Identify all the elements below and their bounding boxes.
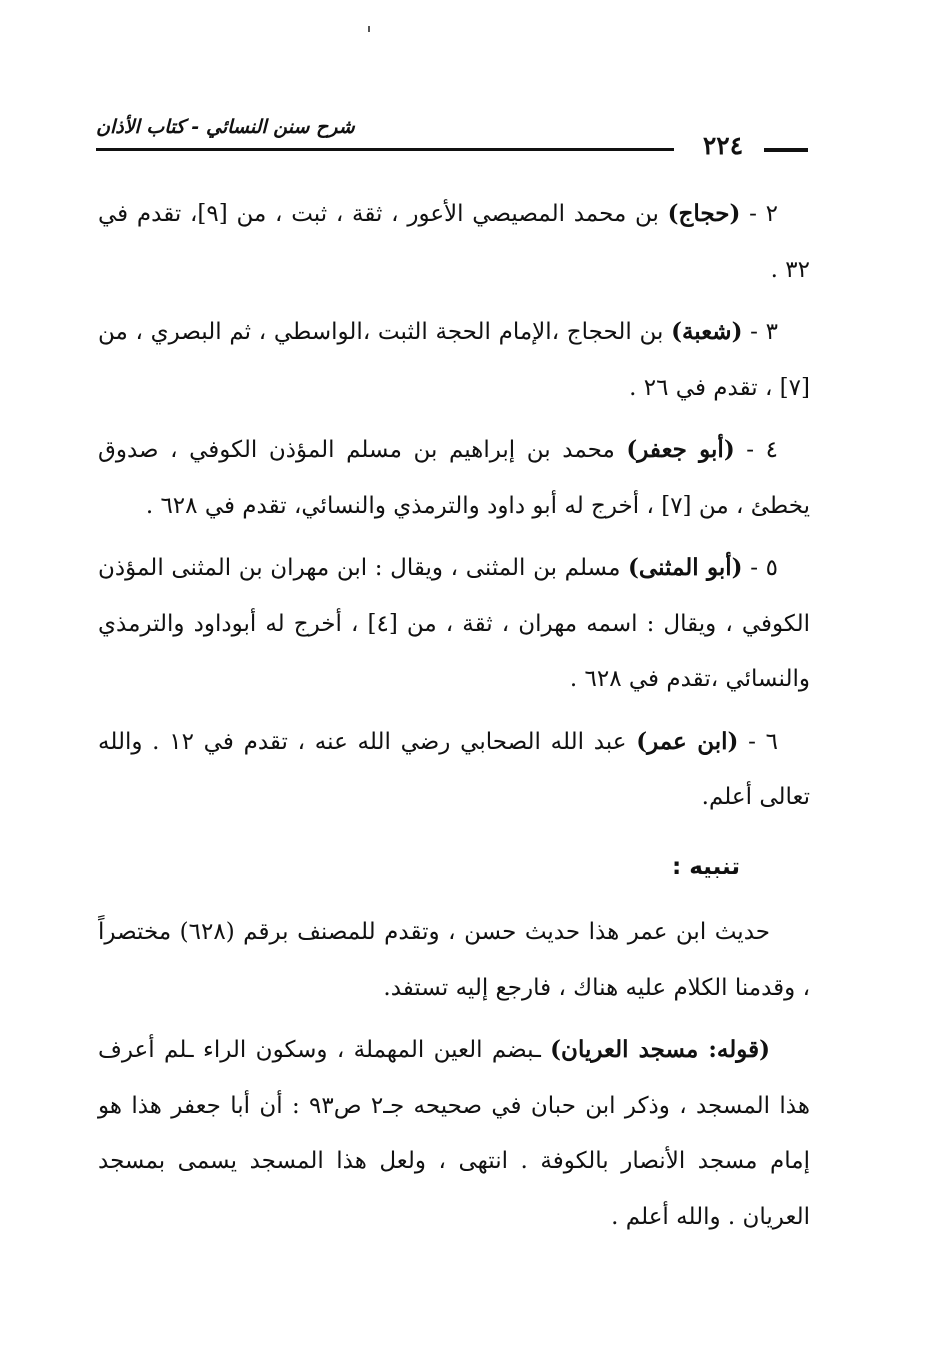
entry-number: ٦ - — [738, 728, 778, 755]
narrator-entry — [98, 304, 810, 416]
narrator-name: (حجاج) — [667, 200, 741, 227]
narrator-description: مسلم بن المثنى ، ويقال : ابن مهران بن المثنى المؤذن الكوفي ، ويقال : اسمه مهران ، ثقة ، من [٤] ، أخرج له أبوداود والترمذي والنسائي ،تقدم في ٦٢٨ . — [98, 555, 810, 692]
entry-number: ٣ - — [742, 319, 778, 345]
narrator-description: بن الحجاج ،الإمام الحجة الثبت ،الواسطي ، ثم البصري ، من [٧] ، تقدم في ٢٦ . — [98, 319, 810, 401]
notice-heading: تنبيه : — [672, 853, 740, 880]
commentary-text: ـبضم العين المهملة ، وسكون الراء ـلم أعرف هذا المسجد ، وذكر ابن حبان في صحيحه جـ٢ ص٩٣ : أن أبا جعفر هذا هو إمام مسجد الأنصار بالكوفة . انتهى ، ولعل هذا المسجد يسمى بمسجد العريان . والله أعلم . — [98, 1037, 810, 1230]
entry-number: ٢ - — [740, 201, 778, 227]
narrator-entry — [98, 422, 810, 534]
notice-paragraph: حديث ابن عمر هذا حديث حسن ، وتقدم للمصنف برقم (٦٢٨) مختصراً ، وقدمنا الكلام عليه هناك ، فارجع إليه تستفد. — [98, 919, 810, 1001]
page-body — [98, 186, 810, 1251]
scan-mark — [368, 26, 370, 32]
commentary-paragraph — [98, 1022, 810, 1245]
entry-number: ٥ - — [742, 555, 778, 581]
running-header-title: شرح سنن النسائي - كتاب الأذان — [96, 116, 355, 138]
commentary-lead: (قوله: مسجد العريان) — [550, 1036, 770, 1063]
narrator-description: محمد بن إبراهيم بن مسلم المؤذن الكوفي ، صدوق يخطئ ، من [٧] ، أخرج له أبو داود والترمذي والنسائي، تقدم في ٦٢٨ . — [98, 437, 810, 519]
narrator-entry — [98, 714, 810, 826]
narrator-entry — [98, 540, 810, 708]
narrator-description: عبد الله الصحابي رضي الله عنه ، تقدم في ١٢ . والله تعالى أعلم. — [98, 728, 810, 810]
narrator-name: (شعبة) — [671, 318, 743, 345]
narrator-name: (أبو جعفر) — [626, 436, 735, 463]
narrator-name: (أبو المثنى) — [628, 554, 743, 581]
header-dash — [764, 148, 808, 152]
narrator-name: (ابن عمر) — [636, 727, 739, 755]
header-rule — [96, 148, 674, 151]
narrator-entry — [98, 186, 810, 298]
entry-number: ٤ - — [734, 437, 778, 463]
running-header — [96, 112, 808, 162]
narrator-description: بن محمد المصيصي الأعور ، ثقة ، ثبت ، من [٩]، تقدم في ٣٢ . — [98, 201, 810, 283]
page-number: ٢٢٤ — [702, 131, 744, 160]
